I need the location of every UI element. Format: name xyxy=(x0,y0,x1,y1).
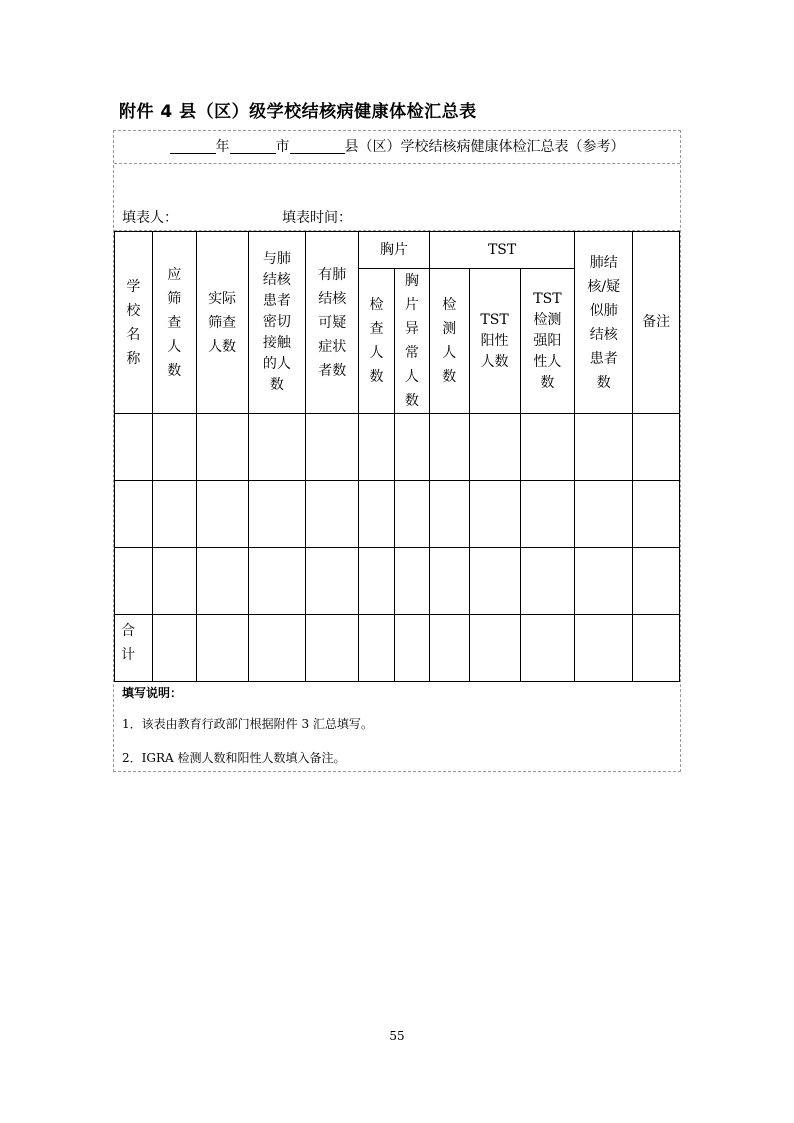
fill-time-label: 填表时间： xyxy=(282,210,352,226)
page-number: 55 xyxy=(389,1029,405,1043)
document-title: 附件 4 县（区）级学校结核病健康体检汇总表 xyxy=(119,102,477,122)
year-blank[interactable] xyxy=(170,138,216,154)
summary-table xyxy=(114,231,680,682)
county-blank[interactable] xyxy=(290,138,345,154)
total-label: 合计 xyxy=(115,615,153,682)
instruction-item: 1．该表由教育行政部门根据附件 3 汇总填写。 xyxy=(122,717,373,731)
header-suspicious: 有肺结核可疑症状者数 xyxy=(306,232,359,414)
header-actual-screen: 实际筛查人数 xyxy=(196,232,248,414)
table-row xyxy=(115,414,680,481)
header-chest-xray: 胸片 xyxy=(359,232,430,269)
header-tst-tested: 检测人数 xyxy=(429,269,469,414)
year-label: 年 xyxy=(215,139,230,155)
summary-form xyxy=(113,130,681,772)
instruction-item: 2．IGRA 检测人数和阳性人数填入备注。 xyxy=(122,751,346,765)
city-label: 市 xyxy=(275,139,290,155)
filled-by-label: 填表人： xyxy=(122,210,178,226)
form-subtitle xyxy=(114,131,680,164)
total-row xyxy=(115,615,680,682)
header-tst-strong: TST检测强阳性人数 xyxy=(520,269,575,414)
header-remarks: 备注 xyxy=(633,232,680,414)
subtitle-rest: 县（区）学校结核病健康体检汇总表（参考） xyxy=(344,139,625,155)
header-should-screen: 应筛查人数 xyxy=(152,232,196,414)
header-school-name: 学校名称 xyxy=(115,232,153,414)
header-close-contact: 与肺结核患者密切接触的人数 xyxy=(248,232,306,414)
header-tb-patients: 肺结核/疑似肺结核患者数 xyxy=(575,232,633,414)
table-row xyxy=(115,548,680,615)
city-blank[interactable] xyxy=(230,138,276,154)
table-row xyxy=(115,481,680,548)
instructions-heading: 填写说明： xyxy=(122,686,183,700)
header-tst: TST xyxy=(429,232,575,269)
header-xray-checked: 检查人数 xyxy=(359,269,395,414)
filler-info-row xyxy=(114,164,680,231)
header-tst-positive: TST阳性人数 xyxy=(469,269,520,414)
header-xray-abnormal: 胸片异常人数 xyxy=(394,269,429,414)
